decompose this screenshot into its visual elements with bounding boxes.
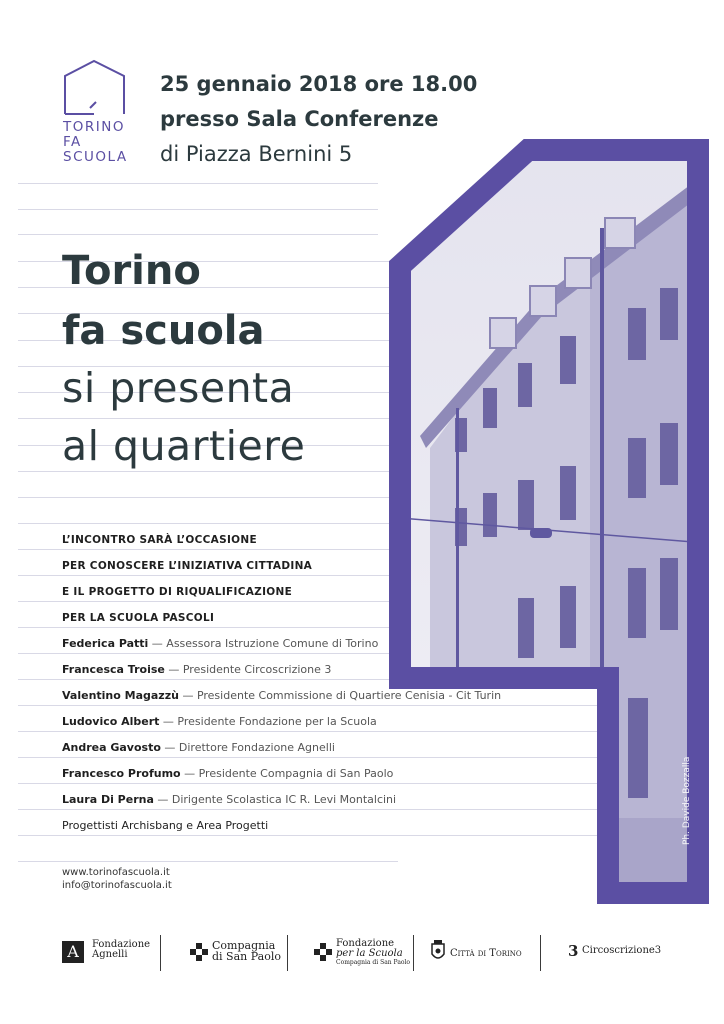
sponsor-line: per la Scuola [336, 948, 403, 959]
sponsor-line: Compagnia di San Paolo [336, 959, 411, 966]
speaker-name: Francesco Profumo [62, 767, 181, 780]
house-logo-icon [60, 58, 130, 118]
building-photo [360, 118, 712, 908]
speaker-role: — Direttore Fondazione Agnelli [160, 741, 335, 754]
speaker-role: — Presidente Commissione di Quartiere Cenisia - Cit Turin [178, 689, 502, 702]
sponsor-divider [287, 935, 288, 971]
intro-line: PER LA SCUOLA PASCOLI [62, 612, 215, 624]
speaker-role: — Presidente Compagnia di San Paolo [180, 767, 394, 780]
sponsor-sanpaolo [212, 940, 281, 962]
ruled-line [18, 861, 398, 862]
sponsor-divider [413, 935, 414, 971]
website-link[interactable]: www.torinofascuola.it [62, 867, 170, 878]
speaker-role: — Assessora Istruzione Comune di Torino [148, 637, 379, 650]
speaker-name: Valentino Magazzù [62, 689, 179, 702]
sponsor-divider [540, 935, 541, 971]
sponsor-line: Fondazione [336, 938, 395, 949]
sponsor-line: Fondazione [92, 939, 151, 950]
logo-wordmark [63, 120, 128, 165]
sponsor-citta-torino: Città di Torino [450, 948, 522, 959]
speaker-row [62, 715, 377, 728]
sponsor-line: Compagnia [212, 939, 276, 952]
title-line: Torino [62, 248, 201, 294]
designers-line: Progettisti Archisbang e Area Progetti [62, 819, 269, 832]
speaker-name: Andrea Gavosto [62, 741, 161, 754]
speaker-row [62, 663, 331, 676]
event-date: 25 gennaio 2018 ore 18.00 [160, 72, 478, 96]
speaker-name: Ludovico Albert [62, 715, 160, 728]
speaker-row [62, 741, 335, 754]
photo-credit: Ph. Davide Bozzalla [682, 756, 692, 845]
logo-line: FA [63, 134, 82, 150]
sponsor-fondazione-scuola [336, 939, 410, 966]
event-venue: presso Sala Conferenze [160, 107, 439, 131]
event-address: di Piazza Bernini 5 [160, 142, 353, 166]
sponsor-line: di San Paolo [212, 950, 281, 963]
sponsor-divider [160, 935, 161, 971]
speaker-name: Federica Patti [62, 637, 149, 650]
title-line: fa scuola [62, 308, 265, 354]
speaker-role: — Presidente Circoscrizione 3 [164, 663, 332, 676]
torino-crest-icon [430, 940, 446, 962]
speaker-name: Laura Di Perna [62, 793, 154, 806]
subtitle-line: si presenta [62, 364, 295, 412]
ruled-line [18, 234, 378, 235]
subtitle-line: al quartiere [62, 422, 306, 470]
intro-line: L’INCONTRO SARÀ L’OCCASIONE [62, 534, 257, 546]
speaker-row [62, 767, 393, 780]
ruled-line [18, 209, 378, 210]
speaker-row [62, 637, 378, 650]
intro-line: E IL PROGETTO DI RIQUALIFICAZIONE [62, 586, 293, 598]
sanpaolo-logo-icon [190, 943, 208, 961]
speaker-role: — Dirigente Scolastica IC R. Levi Montalcini [153, 793, 397, 806]
intro-line: PER CONOSCERE L’INIZIATIVA CITTADINA [62, 560, 313, 572]
sponsor-circoscrizione: Circoscrizione3 [582, 945, 662, 956]
logo-line: TORINO [63, 119, 125, 135]
speaker-name: Francesca Troise [62, 663, 165, 676]
speaker-row [62, 689, 501, 702]
ruled-line [18, 183, 378, 184]
sponsor-line: Agnelli [92, 949, 128, 960]
speaker-role: — Presidente Fondazione per la Scuola [159, 715, 377, 728]
sponsor-agnelli [92, 940, 150, 960]
circoscrizione-logo-icon: 3 [568, 942, 579, 960]
agnelli-logo: A [62, 941, 84, 963]
logo-line: SCUOLA [63, 149, 128, 165]
email-link[interactable]: info@torinofascuola.it [62, 880, 172, 891]
speaker-row [62, 793, 396, 806]
fondazione-scuola-logo-icon [314, 943, 332, 961]
